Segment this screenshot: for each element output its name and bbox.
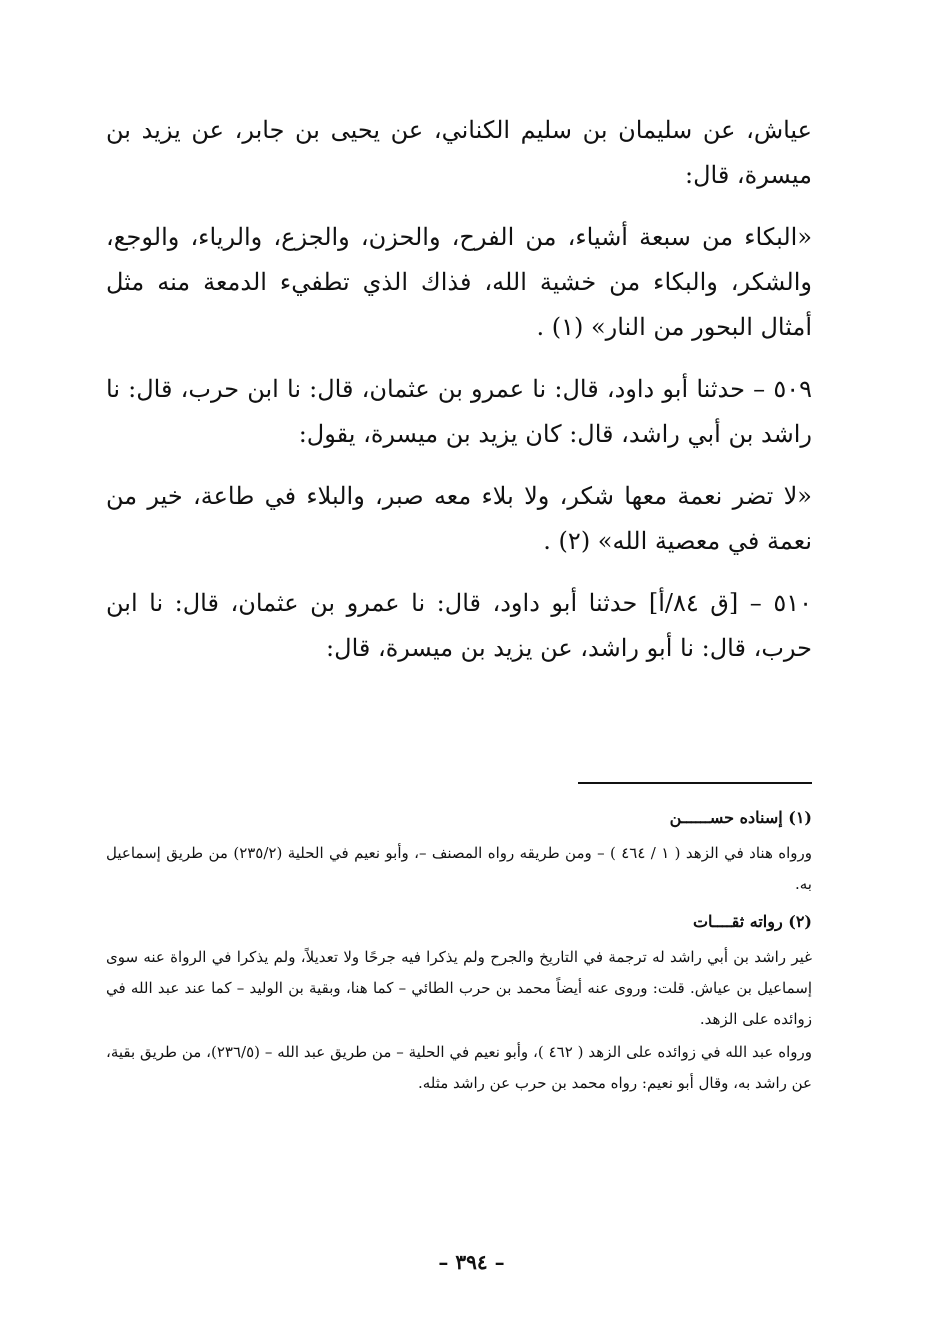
footnote-1-text: ورواه هناد في الزهد ( ١ / ٤٦٤ ) – ومن طريقه رواه المصنف –، وأبو نعيم في الحلية (٢٣٥/٢) من طريق إسماعيل به.: [106, 844, 812, 893]
footnote-2-text-1: غير راشد بن أبي راشد له ترجمة في التاريخ والجرح ولم يذكرا فيه جرحًا ولا تعديلاً، ولم يذكرا في الرواة عنه سوى إسماعيل بن عياش. قلت: وروى عنه أيضاً محمد بن حرب الطائي – كما هنا، وبقية بن الوليد – كما عند عبد الله في زوائده على الزهد.: [106, 948, 812, 1028]
main-text: [106, 108, 812, 688]
footnotes: [106, 798, 812, 1101]
paragraph-510: ٥١٠ – [ق ٨٤/أ] حدثنا أبو داود، قال: نا عمرو بن عثمان، قال: نا ابن حرب، قال: نا أبو راشد، عن يزيد بن ميسرة، قال:: [106, 589, 812, 662]
footnote-separator: [578, 782, 812, 784]
page-number: – ٣٩٤ –: [438, 1250, 505, 1274]
footnote-1-heading: (١) إسناده حســــــن: [669, 808, 812, 827]
footnote-2-heading: (٢) رواته ثقــــات: [692, 912, 812, 931]
paragraph-2: «البكاء من سبعة أشياء، من الفرح، والحزن، والجزع، والرياء، والوجع، والشكر، والبكاء من خشية الله، فذاك الذي تطفيء الدمعة منه مثل أمثال البحور من النار» (١) .: [106, 223, 812, 341]
paragraph-509: ٥٠٩ – حدثنا أبو داود، قال: نا عمرو بن عثمان، قال: نا ابن حرب، قال: نا راشد بن أبي راشد، قال: كان يزيد بن ميسرة، يقول:: [106, 375, 812, 448]
paragraph-4: «لا تضر نعمة معها شكر، ولا بلاء معه صبر، والبلاء في طاعة، خير من نعمة في معصية الله» (٢) .: [106, 482, 812, 555]
paragraph-1: عياش، عن سليمان بن سليم الكناني، عن يحيى بن جابر، عن يزيد بن ميسرة، قال:: [106, 116, 812, 189]
footnote-2-text-2: ورواه عبد الله في زوائده على الزهد ( ٤٦٢ )، وأبو نعيم في الحلية – من طريق عبد الله – (٢٣٦/٥)، من طريق بقية، عن راشد به، وقال أبو نعيم: رواه محمد بن حرب عن راشد مثله.: [106, 1043, 813, 1092]
